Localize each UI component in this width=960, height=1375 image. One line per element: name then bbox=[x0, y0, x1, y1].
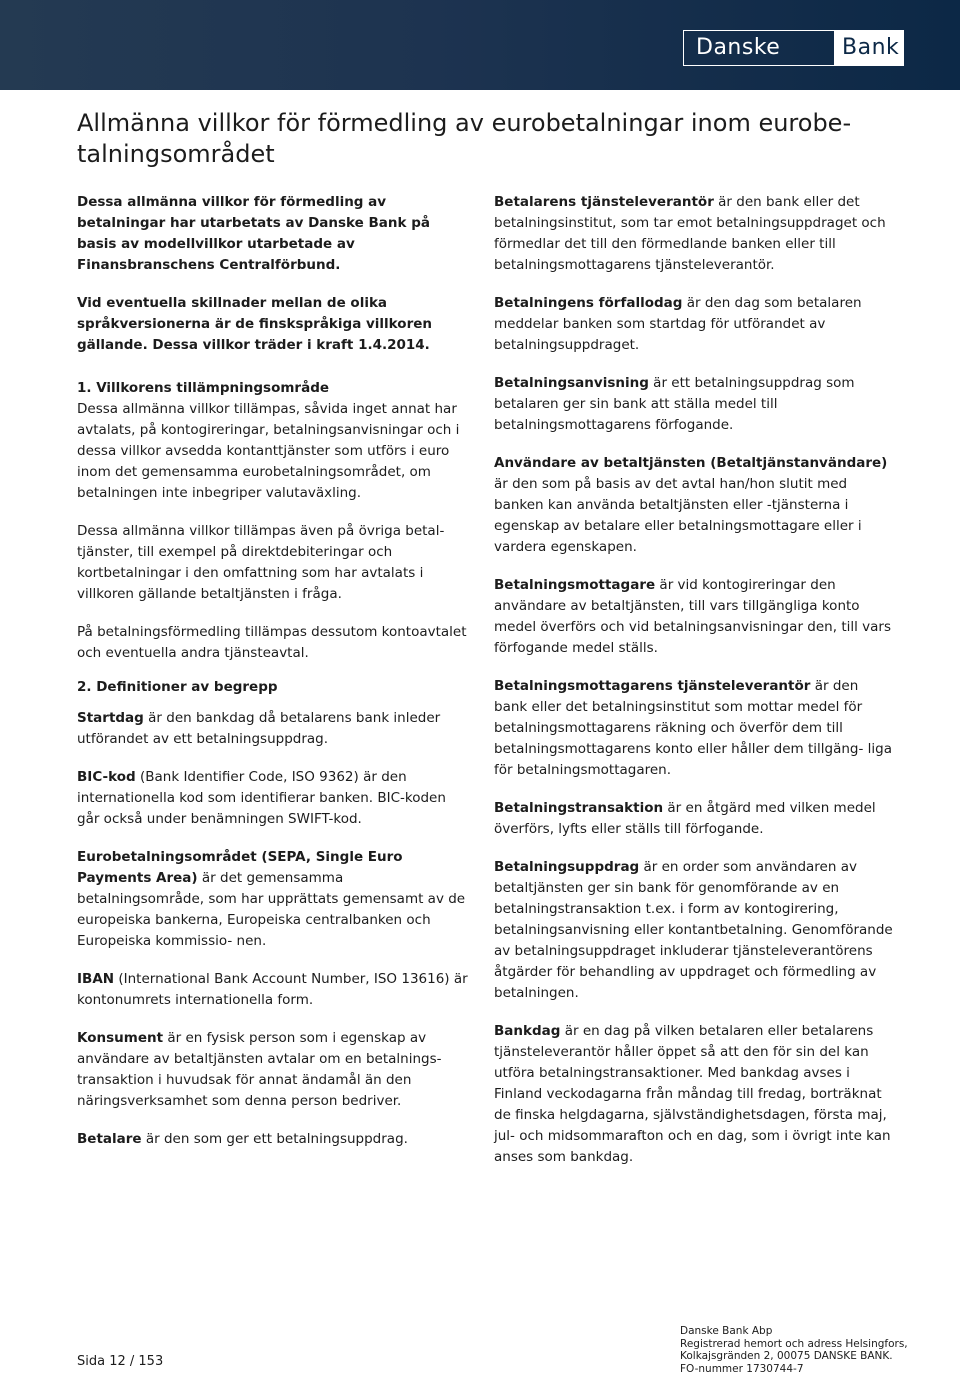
page-number: Sida 12 / 153 bbox=[77, 1354, 164, 1369]
header-banner bbox=[0, 0, 960, 90]
logo-text-danske: Danske bbox=[696, 35, 781, 60]
definition-term: IBAN bbox=[77, 971, 115, 987]
section-1-paragraph-3: På betalningsförmedling tillämpas dessutom kontoavtalet och eventuella andra tjänsteavtal. bbox=[77, 624, 467, 661]
definition-term: Betalningstransaktion bbox=[494, 800, 664, 816]
definition-text: är den bank eller det betalningsinstitut, som tar emot betalningsuppdraget och förmedlar det till den förmedlande banken eller till betalningsmottagarens tjänsteleverantör. bbox=[494, 194, 886, 273]
definition-betalningstransaktion bbox=[494, 798, 894, 840]
definition-term: Startdag bbox=[77, 710, 144, 726]
company-business-id: FO-nummer 1730744-7 bbox=[680, 1362, 804, 1375]
intro-paragraph-1: Dessa allmänna villkor för förmedling av betalningar har utarbetats av Danske Bank på basis av modellvillkor utarbetade av Finansbranschens Centralförbund. bbox=[77, 194, 430, 273]
company-address-line-1: Registrerad hemort och adress Helsingfors, bbox=[680, 1337, 908, 1350]
definition-term: BIC-kod bbox=[77, 769, 136, 785]
section-1-heading: 1. Villkorens tillämpningsområde bbox=[77, 380, 330, 396]
definition-betalningsmottagare bbox=[494, 575, 894, 659]
section-2-heading: 2. Definitioner av begrepp bbox=[77, 679, 278, 695]
definition-term: Användare av betaltjänsten (Betaltjänstanvändare) bbox=[494, 455, 888, 471]
definition-betalare bbox=[77, 1129, 472, 1150]
definition-term: Eurobetalningsområdet (SEPA, Single Euro Payments Area) bbox=[77, 849, 403, 886]
definition-text: är en dag på vilken betalaren eller betalarens tjänsteleverantör håller öppet så att den för sin del kan utföra betalningstransaktioner. Med bankdag avses i Finland veckodagarna från måndag till fredag, borträknat de finska helgdagarna, självständighetsdagen, första maj, jul- och midsommarafton och en dag, som i övrigt inte kan anses som bankdag. bbox=[494, 1023, 891, 1165]
definition-bic-kod bbox=[77, 767, 472, 830]
definition-text: är den bankdag då betalarens bank inleder utförandet av ett betalningsuppdrag. bbox=[77, 710, 441, 747]
section-1-paragraph-1: Dessa allmänna villkor tillämpas, såvida inget annat har avtalats, på kontogireringar, betalningsanvisningar och i dessa villkor avsedda kontanttjänster som utförs i euro inom det gemensamma eurobetalningsområdet, om betalningen inte inbegriper valutaväxling. bbox=[77, 401, 460, 501]
definition-text: är vid kontogireringar den användare av betaltjänsten, till vars tillgängliga konto medel överförs och vid betalningsanvisningar den, till vars förfogande medel ställs. bbox=[494, 577, 891, 656]
section-2 bbox=[77, 677, 472, 1150]
definition-startdag bbox=[77, 708, 472, 750]
danske-bank-logo bbox=[683, 30, 904, 66]
company-info bbox=[680, 1325, 908, 1375]
definition-bankdag bbox=[494, 1021, 894, 1168]
definition-mottagarens-tjansteleverantor bbox=[494, 676, 894, 781]
definition-betalningsanvisning bbox=[494, 373, 894, 436]
left-column bbox=[77, 192, 472, 1167]
definition-sepa bbox=[77, 847, 472, 952]
definition-text: (Bank Identifier Code, ISO 9362) är den internationella kod som identifierar banken. BIC-koden går också under benämningen SWIFT-kod. bbox=[77, 769, 446, 827]
definition-term: Betalningsanvisning bbox=[494, 375, 649, 391]
right-column bbox=[494, 192, 894, 1185]
intro-paragraph-2: Vid eventuella skillnader mellan de olika språkversionerna är de finskspråkiga villkoren gällande. Dessa villkor träder i kraft 1.4.2014. bbox=[77, 295, 433, 353]
definition-betalarens-tjansteleverantor bbox=[494, 192, 894, 276]
definition-text: (International Bank Account Number, ISO 13616) är kontonumrets internationella form. bbox=[77, 971, 468, 1008]
definition-term: Betalningsuppdrag bbox=[494, 859, 640, 875]
definition-text: är en fysisk person som i egenskap av användare av betaltjänsten avtalar om en betalnings- transaktion i huvudsak för annat ändamål än den näringsverksamhet som denna person bedriver. bbox=[77, 1030, 442, 1109]
definition-text: är det gemensamma betalningsområde, som har upprättats gemensamt av de europeiska bankerna, Europeiska centralbanken och Europeiska kommissio- nen. bbox=[77, 870, 466, 949]
definition-term: Betalningsmottagarens tjänsteleverantör bbox=[494, 678, 811, 694]
section-1-paragraph-2: Dessa allmänna villkor tillämpas även på övriga betal- tjänster, till exempel på direktdebiteringar och kortbetalningar i den omfattning som har avtalats i villkoren gällande betaltjänsten i fråga. bbox=[77, 523, 445, 602]
definition-text: är en åtgärd med vilken medel överförs, lyfts eller ställs till förfogande. bbox=[494, 800, 876, 837]
definition-term: Betalare bbox=[77, 1131, 142, 1147]
definition-text: är den dag som betalaren meddelar banken som startdag för utförandet av betalningsuppdraget. bbox=[494, 295, 862, 353]
definition-text: är den bank eller det betalningsinstitut som mottar medel för betalningsmottagarens räkning och överför dem till betalningsmottagarens konto eller håller dem tillgäng- liga för betalningsmottagaren. bbox=[494, 678, 892, 778]
definition-term: Betalarens tjänsteleverantör bbox=[494, 194, 714, 210]
definition-text: är en order som användaren av betaltjänsten ger sin bank för genomförande av en betalningstransaktion t.ex. i form av kontogirering, betalningsanvisning eller kontantbetalning. Genomförande av betalningsuppdraget inkluderar tjänsteleverantörens åtgärder för behandling av uppdraget och förmedling av betalningen. bbox=[494, 859, 893, 1001]
definition-text: är den som på basis av det avtal han/hon slutit med banken kan använda betaltjänsten eller -tjänsterna i egenskap av betalare eller betalningsmottagare eller i vardera egenskapen. bbox=[494, 476, 862, 555]
definition-forfallodag bbox=[494, 293, 894, 356]
company-address-line-2: Kolkajsgränden 2, 00075 DANSKE BANK. bbox=[680, 1350, 893, 1362]
definition-betaltjanstanvandare bbox=[494, 453, 894, 558]
definition-term: Betalningens förfallodag bbox=[494, 295, 683, 311]
section-1 bbox=[77, 378, 472, 664]
definition-term: Bankdag bbox=[494, 1023, 561, 1039]
definition-iban bbox=[77, 969, 472, 1011]
page-title: Allmänna villkor för förmedling av eurobetalningar inom eurobe- talningsområdet bbox=[77, 109, 852, 168]
company-name: Danske Bank Abp bbox=[680, 1325, 773, 1337]
definition-betalningsuppdrag bbox=[494, 857, 894, 1004]
definition-term: Betalningsmottagare bbox=[494, 577, 656, 593]
logo-text-bank: Bank bbox=[834, 31, 903, 65]
definition-text: är ett betalningsuppdrag som betalaren ger sin bank att ställa medel till betalningsmottagarens förfogande. bbox=[494, 375, 855, 433]
definition-term: Konsument bbox=[77, 1030, 164, 1046]
definition-text: är den som ger ett betalningsuppdrag. bbox=[141, 1131, 408, 1147]
definition-konsument bbox=[77, 1028, 472, 1112]
